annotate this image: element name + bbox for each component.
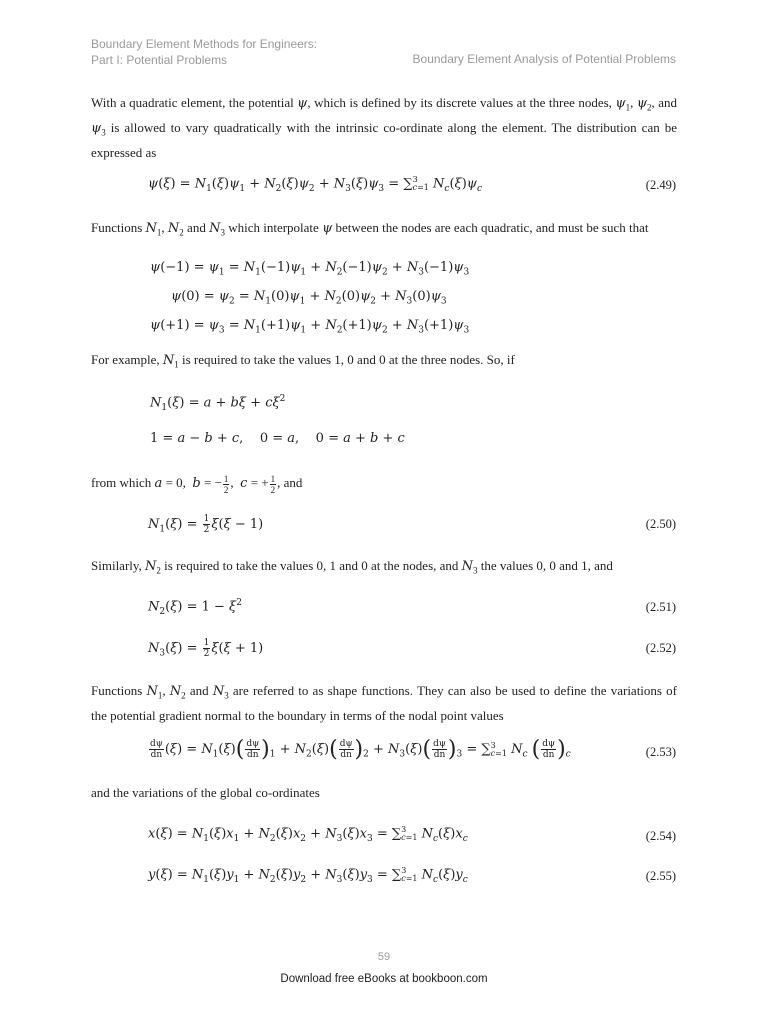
paragraph-example: For example, $N_1$ is required to take the values 1, 0 and 0 at the three nodes. So, if	[91, 352, 515, 370]
book-title-line-1: Boundary Element Methods for Engineers:	[91, 37, 318, 51]
text-run: Similarly,	[91, 558, 146, 573]
text-run: is required to take the values 0, 1 and 0 at the nodes, and	[160, 558, 462, 573]
text-run: and	[280, 475, 303, 490]
paragraph-from-which: from which a = 0, b = − $\frac{1}{2}$ , c = + $\frac{1}{2}$ , and	[91, 473, 303, 495]
equation-2-50: $N_1(\xi)$ = $\frac{1}{2}$ ξ(ξ − 1)	[148, 514, 264, 535]
paragraph-global-coordinates: and the variations of the global co-ordinates	[91, 785, 320, 800]
text-run: are referred to as shape functions. They can also be used to define the variations of the potential gradient normal to the boundary in terms of the nodal point values	[91, 683, 677, 724]
equation-number-2-53: (2.53)	[645, 745, 676, 759]
equation-2-49: $\psi(\xi) = N_1(\xi)\psi_1 + N_2(\xi)\psi_2 + N_3(\xi)\psi_3$ = ∑ 3 c=1 $N_c(\xi)\psi_c$	[148, 175, 483, 195]
equation-2-52: $N_3(\xi)$ = $\frac{1}{2}$ ξ(ξ + 1)	[148, 638, 264, 659]
paragraph-similarly: Similarly, $N_2$ is required to take the values 0, 1 and 0 at the nodes, and $N_3$ the values 0, 0 and 1, and	[91, 558, 613, 576]
text-run: and	[183, 220, 210, 235]
page-number: 59	[377, 951, 391, 963]
equation-number-2-52: (2.52)	[645, 641, 676, 655]
text-run: Functions	[91, 683, 147, 698]
equation-number-2-49: (2.49)	[645, 178, 676, 192]
paragraph-quadratic-element: With a quadratic element, the potential ψ, which is defined by its discrete values at the three nodes, $\psi_1$, $\psi_2$, and $\psi_3$ is allowed to vary quadratically with the intrinsic co-ordinate along the element. The distribution can be expressed as	[91, 95, 678, 161]
equation-number-2-51: (2.51)	[645, 600, 676, 614]
text-run: With a quadratic element, the potential	[91, 95, 298, 110]
equation-number-2-50: (2.50)	[645, 517, 676, 531]
equation-n1-general: $N_1(\xi) = a + b\xi + c\xi^2$	[150, 394, 286, 413]
equation-node-plus-one: $\psi(+1) = \psi_3 = N_1(+1)\psi_1 + N_2(+1)\psi_2 + N_3(+1)\psi_3$	[150, 318, 470, 336]
equation-2-55: $y(\xi) = N_1(\xi)y_1 + N_2(\xi)y_2 + N_3(\xi)y_3$ = ∑ 3 c=1 $N_c(\xi)y_c$	[148, 866, 468, 886]
running-header-book-title	[91, 36, 317, 68]
equation-number-2-55: (2.55)	[645, 869, 676, 883]
text-run: which interpolate	[224, 220, 323, 235]
equation-coefficients-system: 1 = a − b + c, 0 = a, 0 = a + b + c	[150, 431, 405, 446]
text-run: the values 0, 0 and 1, and	[477, 558, 613, 573]
footer-download-link[interactable]: Download free eBooks at bookboon.com	[280, 973, 488, 985]
text-run: is required to take the values 1, 0 and 0 at the three nodes. So, if	[178, 352, 515, 367]
text-run: For example,	[91, 352, 163, 367]
equation-node-minus-one: $\psi(-1) = \psi_1 = N_1(-1)\psi_1 + N_2(-1)\psi_2 + N_3(-1)\psi_3$	[150, 260, 470, 278]
paragraph-interpolation: Functions $N_1$, $N_2$ and $N_3$ which interpolate ψ between the nodes are each quadratic, and must be such that	[91, 220, 649, 238]
equation-node-zero: $\psi(0) = \psi_2 = N_1(0)\psi_1 + N_2(0)\psi_2 + N_3(0)\psi_3$	[171, 289, 447, 307]
text-run: is allowed to vary quadratically with the intrinsic co-ordinate along the element. The distribution can be expressed as	[91, 120, 677, 161]
paragraph-shape-functions: Functions $N_1$, $N_2$ and $N_3$ are referred to as shape functions. They can also be used to define the variations of the potential gradient normal to the boundary in terms of the nodal point values	[91, 683, 677, 724]
text-run: between the nodes are each quadratic, and must be such that	[332, 220, 649, 235]
equation-2-51: $N_2(\xi) = 1 - \xi^2$	[148, 598, 242, 617]
text-run: and	[185, 683, 213, 698]
text-run: Functions	[91, 220, 146, 235]
text-run: from which	[91, 475, 155, 490]
equation-number-2-54: (2.54)	[645, 829, 676, 843]
book-title-line-2: Part I: Potential Problems	[91, 53, 228, 67]
running-header-chapter-title: Boundary Element Analysis of Potential Problems	[412, 52, 676, 66]
equation-2-53: $\frac{d\psi}{dn}$ $(\xi) = N_1(\xi)$( $\frac{d\psi}{dn}$ )$_1 + N_2(\xi)$( $\frac{d\psi}{dn}$ )$_2 + N_3(\xi)$( $\frac{d\psi}{dn}$ )$_3$ = ∑ 3 c=1 $N_c$ ( $\frac{d\psi}{dn}$ )$_c$	[150, 737, 571, 762]
equation-2-54: $x(\xi) = N_1(\xi)x_1 + N_2(\xi)x_2 + N_3(\xi)x_3$ = ∑ 3 c=1 $N_c(\xi)x_c$	[148, 825, 468, 845]
text-run: , which is defined by its discrete values at the three nodes,	[307, 95, 612, 110]
